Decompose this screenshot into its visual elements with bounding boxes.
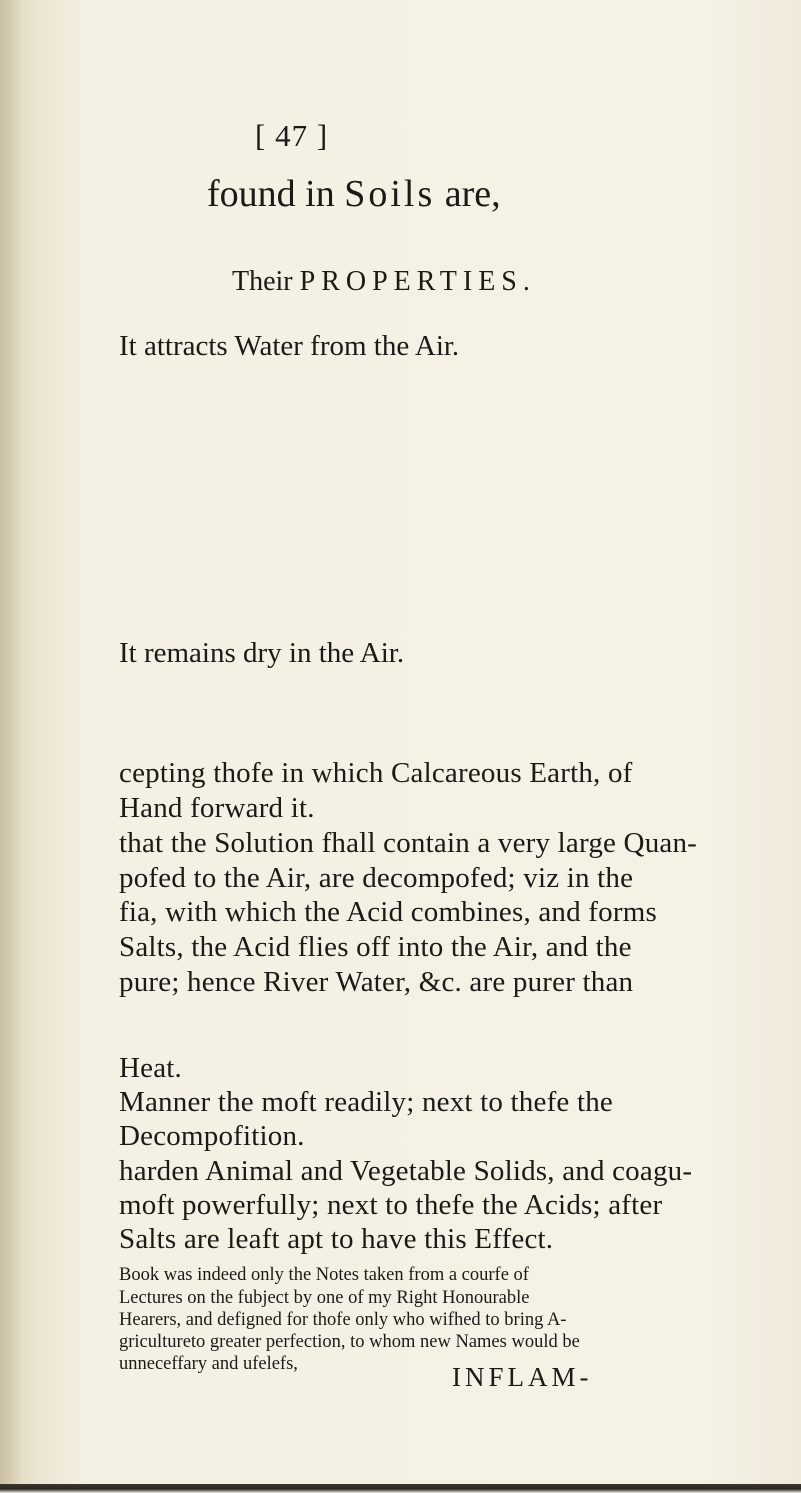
heading-properties-word: PROPERTIES. [299,266,536,297]
body-line: Salts are leaft apt to have this Effect. [119,1223,554,1255]
heading-part: are, [435,173,501,215]
footnote-line: unneceffary and ufelefs, [119,1354,298,1374]
footnote-line: gricultureto greater perfection, to whom new Names would be [119,1332,580,1352]
body-line: Manner the moft readily; next to thefe the [119,1086,613,1118]
body-line: that the Solution fhall contain a very large Quan- [119,827,698,859]
body-line: Hand forward it. [119,792,315,824]
footnote-line: Hearers, and defigned for thofe only who wifhed to bring A- [119,1310,567,1330]
body-line: pofed to the Air, are decompofed; viz in the [119,862,634,894]
footnote-line: Lectures on the fubject by one of my Right Honourable [119,1288,530,1308]
body-line: Decompofition. [119,1120,305,1152]
body-line: cepting thofe in which Calcareous Earth, of [119,757,633,789]
body-line: pure; hence River Water, &c. are purer than [119,966,634,998]
heading-soils [207,172,501,216]
property-attracts-water: It attracts Water from the Air. [119,330,460,362]
body-line: moft powerfully; next to thefe the Acids; after [119,1189,663,1221]
heading-part: found in [207,173,345,215]
catchword: INFLAM- [452,1362,593,1392]
heading-properties [232,266,536,298]
heading-soils-word: Soils [344,173,436,215]
page-number: [ 47 ] [255,118,329,153]
property-remains-dry: It remains dry in the Air. [119,637,405,669]
body-line: harden Animal and Vegetable Solids, and coagu- [119,1155,693,1187]
body-line: Salts, the Acid flies off into the Air, and the [119,931,632,963]
body-line: fia, with which the Acid combines, and forms [119,896,657,928]
gutter-shadow [0,0,22,1493]
body-line: Heat. [119,1052,182,1084]
page-bottom-edge [0,1484,801,1493]
footnote-line: Book was indeed only the Notes taken from a courfe of [119,1265,529,1285]
heading-part: Their [232,266,300,297]
